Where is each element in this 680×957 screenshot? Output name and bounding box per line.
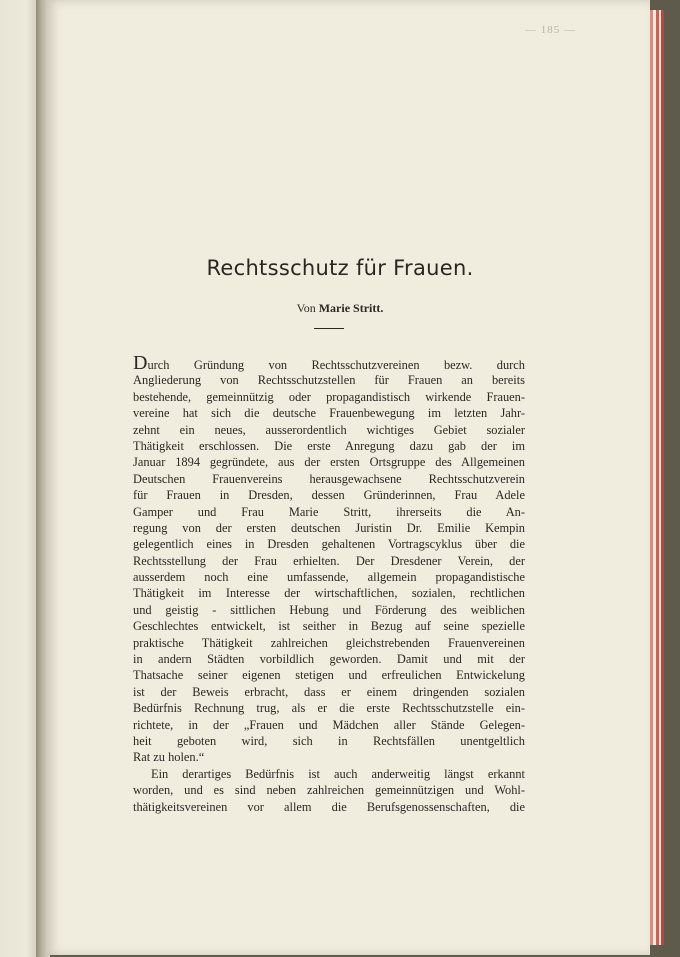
text-line: ausserdem noch eine umfassende, allgemein propagandistische [133,570,525,585]
text-line: Gamper und Frau Marie Stritt, ihrerseits die An- [133,504,525,519]
text-line: thätigkeitsvereinen vor allem die Berufsgenossenschaften, die [133,799,525,814]
text-line: Thätigkeit im Interesse der wirtschaftlichen, sozialen, rechtlichen [133,586,525,601]
text-line: Thätigkeit erschlossen. Die erste Anregung dazu gab der im [133,438,525,453]
text-line: Januar 1894 gegründete, aus der ersten Ortsgruppe des Allgemeinen [133,455,525,470]
text-line: heit geboten wird, sich in Rechtsfällen unentgeltlich [133,733,525,748]
text-line: Thatsache seiner eigenen stetigen und erfreulichen Entwickelung [133,668,525,683]
text-line: Bedürfnis Rechnung trug, als er die erste Rechtsschutzstelle ein- [133,701,525,716]
page-edge [661,10,664,945]
text-line: in andern Städten vorbildlich geworden. Damit und mit der [133,652,525,667]
text-line: praktische Thätigkeit zahlreichen gleichstrebenden Frauenvereinen [133,635,525,650]
text-line: Angliederung von Rechtsschutzstellen für Frauen an bereits [133,373,525,388]
text-line: Durch Gründung von Rechtsschutzvereinen bezw. durch [133,352,525,374]
text-line: vereine hat sich die deutsche Frauenbewegung im letzten Jahr- [133,406,525,421]
article-title: Rechtsschutz für Frauen. [206,256,474,280]
text-line: zehnt ein neues, ausserordentlich wichtiges Gebiet sozialer [133,422,525,437]
text-line: und geistig - sittlichen Hebung und Förderung des weiblichen [133,602,525,617]
section-rule [314,328,344,329]
author-name: Marie Stritt. [318,301,384,315]
article-body [133,352,525,815]
text-line: regung von der ersten deutschen Juristin Dr. Emilie Kempin [133,520,525,535]
page-number: — 185 — [525,24,576,36]
text-line: Deutschen Frauenvereins herausgewachsene Rechtsschutzverein [133,471,525,486]
drop-cap: D [133,352,148,374]
text-line: worden, und es sind neben zahlreichen gemeinnützigen und Wohl- [133,783,525,798]
text-line: ist der Beweis erbracht, dass er einem dringenden sozialen [133,684,525,699]
text-line: Rechtsstellung der Frau erhielten. Der Dresdener Verein, der [133,553,525,568]
text-line: gelegentlich eines in Dresden gehaltenen Vortragscyklus über die [133,537,525,552]
text-line: Geschlechtes entwickelt, ist seither in Bezug auf seine spezielle [133,619,525,634]
text-line: für Frauen in Dresden, dessen Gründerinnen, Frau Adele [133,488,525,503]
text-line: Rat zu holen.“ [133,750,205,765]
author-prefix: Von [296,301,316,315]
author-line [0,301,680,316]
text-line: Ein derartiges Bedürfnis ist auch anderweitig längst erkannt [151,766,525,781]
text-line: bestehende, gemeinnützig oder propagandistisch wirkende Frauen- [133,389,525,404]
text-line: richtete, in der „Frauen und Mädchen aller Stände Gelegen- [133,717,525,732]
